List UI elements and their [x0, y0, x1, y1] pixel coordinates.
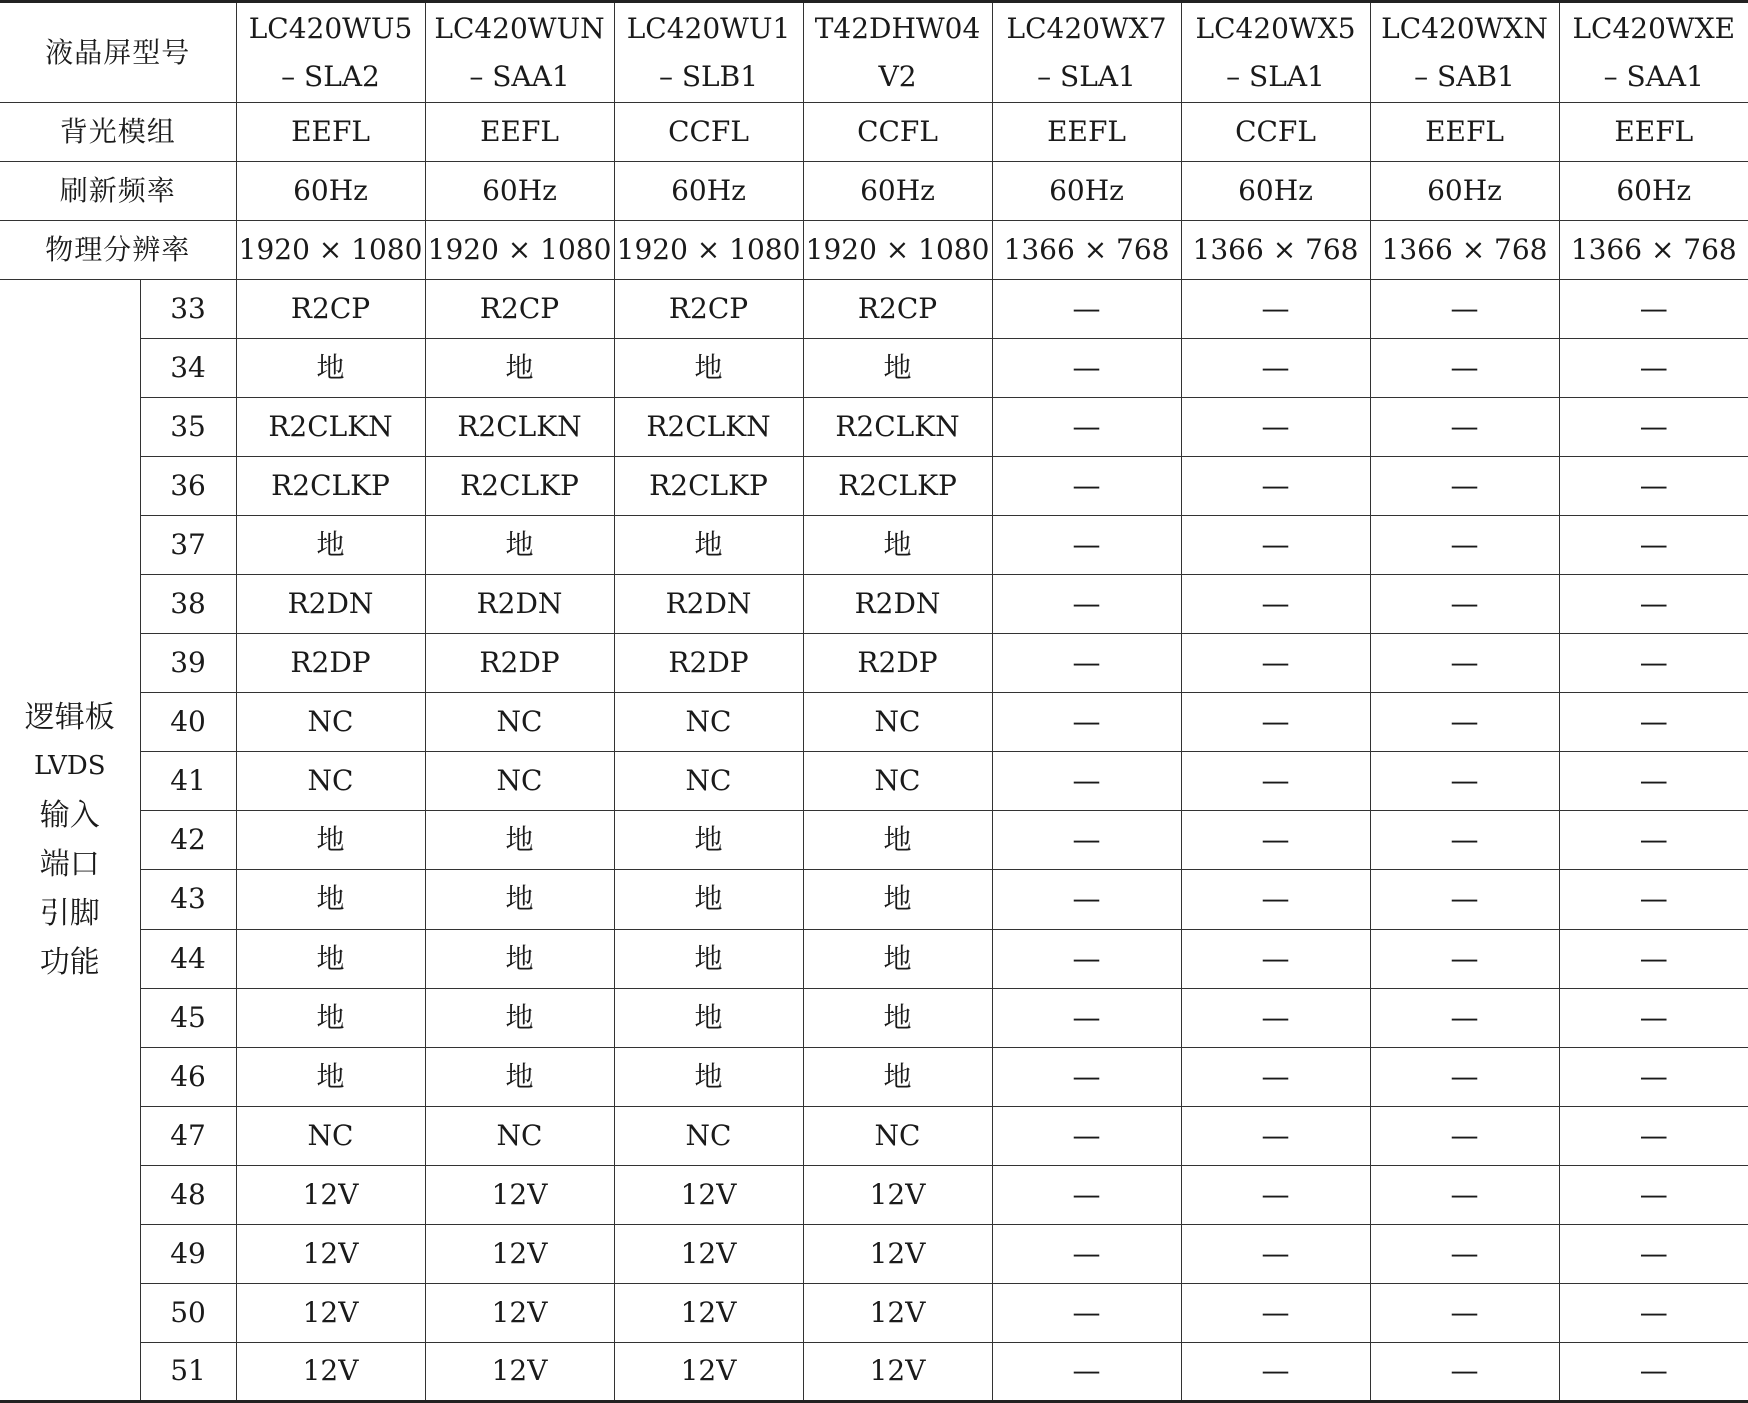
- spec-label-cell: 刷新频率: [0, 162, 236, 221]
- pin-function-cell: 地: [425, 516, 614, 575]
- pin-number-cell: 38: [140, 575, 236, 634]
- pin-function-cell: R2DN: [803, 575, 992, 634]
- pin-function-cell: R2CLKP: [803, 457, 992, 516]
- spec-value-cell: EEFL: [1370, 103, 1559, 162]
- pin-number-cell: 42: [140, 811, 236, 870]
- spec-value-cell: 1366 × 768: [1370, 221, 1559, 280]
- empty-dash-cell: —: [992, 1342, 1181, 1401]
- empty-dash-cell: —: [1370, 339, 1559, 398]
- spec-value-cell: CCFL: [803, 103, 992, 162]
- spec-value-cell: 1920 × 1080: [614, 221, 803, 280]
- pin-number-cell: 43: [140, 870, 236, 929]
- spec-value-cell: 1366 × 768: [992, 221, 1181, 280]
- empty-dash-cell: —: [1370, 1106, 1559, 1165]
- empty-dash-cell: —: [1559, 1342, 1748, 1401]
- empty-dash-cell: —: [1559, 575, 1748, 634]
- pin-function-cell: 地: [614, 870, 803, 929]
- empty-dash-cell: —: [1559, 1106, 1748, 1165]
- pin-function-cell: 地: [803, 1047, 992, 1106]
- spec-value-cell: 1366 × 768: [1559, 221, 1748, 280]
- empty-dash-cell: —: [1181, 1047, 1370, 1106]
- pin-function-cell: 12V: [425, 1283, 614, 1342]
- pin-function-cell: 地: [614, 339, 803, 398]
- pin-function-cell: 地: [803, 339, 992, 398]
- pin-function-cell: 12V: [236, 1165, 425, 1224]
- pin-function-cell: 地: [803, 870, 992, 929]
- empty-dash-cell: —: [1559, 870, 1748, 929]
- model-line-1: LC420WU1: [626, 11, 791, 45]
- empty-dash-cell: —: [1181, 280, 1370, 339]
- pin-function-cell: R2DP: [803, 634, 992, 693]
- model-label-cell: 液晶屏型号: [0, 2, 236, 103]
- pin-function-cell: R2DP: [614, 634, 803, 693]
- pin-number-cell: 51: [140, 1342, 236, 1401]
- pin-function-cell: NC: [236, 1106, 425, 1165]
- table-row: [0, 870, 1748, 929]
- spec-row: [0, 103, 1748, 162]
- pin-function-cell: 地: [425, 811, 614, 870]
- table-row: [0, 280, 1748, 339]
- model-cell: [1181, 2, 1370, 103]
- pin-number-cell: 45: [140, 988, 236, 1047]
- empty-dash-cell: —: [1370, 280, 1559, 339]
- pin-number-cell: 49: [140, 1224, 236, 1283]
- model-line-1: T42DHW04: [814, 11, 981, 45]
- pin-function-cell: 地: [236, 811, 425, 870]
- table-row: [0, 1165, 1748, 1224]
- empty-dash-cell: —: [992, 1224, 1181, 1283]
- empty-dash-cell: —: [1181, 870, 1370, 929]
- model-line-1: LC420WXN: [1381, 11, 1548, 45]
- empty-dash-cell: —: [992, 870, 1181, 929]
- spec-value-cell: 60Hz: [614, 162, 803, 221]
- table-row: [0, 516, 1748, 575]
- pin-function-cell: 地: [236, 870, 425, 929]
- pin-function-cell: 12V: [425, 1224, 614, 1283]
- pin-number-cell: 37: [140, 516, 236, 575]
- pin-function-cell: R2CP: [803, 280, 992, 339]
- empty-dash-cell: —: [1559, 1224, 1748, 1283]
- spec-value-cell: EEFL: [236, 103, 425, 162]
- section-label-cell: [0, 280, 140, 1402]
- empty-dash-cell: —: [1370, 575, 1559, 634]
- empty-dash-cell: —: [1181, 339, 1370, 398]
- table-row: [0, 339, 1748, 398]
- empty-dash-cell: —: [1370, 398, 1559, 457]
- pin-function-cell: 12V: [236, 1224, 425, 1283]
- section-label-line: 功能: [39, 945, 100, 981]
- empty-dash-cell: —: [1181, 929, 1370, 988]
- pin-number-cell: 39: [140, 634, 236, 693]
- pin-function-cell: R2DN: [236, 575, 425, 634]
- pin-function-cell: R2CP: [425, 280, 614, 339]
- pin-function-cell: NC: [614, 752, 803, 811]
- pin-function-cell: NC: [425, 752, 614, 811]
- empty-dash-cell: —: [992, 1106, 1181, 1165]
- pin-number-cell: 33: [140, 280, 236, 339]
- model-header-row: [0, 2, 1748, 103]
- pin-function-cell: 地: [614, 516, 803, 575]
- model-line-1: LC420WX7: [1006, 11, 1167, 45]
- section-label-line: 逻辑板: [24, 700, 115, 736]
- pin-function-cell: R2DP: [236, 634, 425, 693]
- empty-dash-cell: —: [1559, 457, 1748, 516]
- empty-dash-cell: —: [992, 634, 1181, 693]
- empty-dash-cell: —: [1181, 634, 1370, 693]
- model-cell: [1370, 2, 1559, 103]
- section-label-line: 端口: [39, 847, 100, 883]
- empty-dash-cell: —: [992, 575, 1181, 634]
- empty-dash-cell: —: [1181, 752, 1370, 811]
- pin-function-cell: 地: [236, 929, 425, 988]
- pin-function-cell: R2CLKP: [236, 457, 425, 516]
- pin-function-cell: R2CP: [236, 280, 425, 339]
- empty-dash-cell: —: [1181, 1342, 1370, 1401]
- pin-function-cell: NC: [425, 693, 614, 752]
- spec-value-cell: 1920 × 1080: [425, 221, 614, 280]
- pin-function-cell: 地: [614, 988, 803, 1047]
- pin-function-cell: 地: [803, 811, 992, 870]
- pin-function-cell: NC: [614, 1106, 803, 1165]
- model-line-1: LC420WU5: [248, 11, 413, 45]
- table-row: [0, 1283, 1748, 1342]
- pin-function-cell: 地: [425, 339, 614, 398]
- empty-dash-cell: —: [1370, 870, 1559, 929]
- pin-number-cell: 35: [140, 398, 236, 457]
- pin-number-cell: 50: [140, 1283, 236, 1342]
- pin-number-cell: 47: [140, 1106, 236, 1165]
- pin-function-cell: NC: [803, 693, 992, 752]
- empty-dash-cell: —: [1370, 929, 1559, 988]
- pin-function-cell: 12V: [614, 1165, 803, 1224]
- spec-row: [0, 162, 1748, 221]
- empty-dash-cell: —: [992, 1047, 1181, 1106]
- empty-dash-cell: —: [1181, 575, 1370, 634]
- empty-dash-cell: —: [1370, 1283, 1559, 1342]
- spec-value-cell: 60Hz: [236, 162, 425, 221]
- pin-number-cell: 48: [140, 1165, 236, 1224]
- pin-function-cell: R2DN: [425, 575, 614, 634]
- model-cell: [1559, 2, 1748, 103]
- section-label-line: LVDS: [33, 751, 106, 782]
- spec-row: [0, 221, 1748, 280]
- pin-function-cell: NC: [803, 752, 992, 811]
- empty-dash-cell: —: [992, 398, 1181, 457]
- empty-dash-cell: —: [992, 693, 1181, 752]
- model-line-2: – SAB1: [1414, 59, 1515, 93]
- empty-dash-cell: —: [992, 929, 1181, 988]
- empty-dash-cell: —: [1559, 1165, 1748, 1224]
- model-cell: [425, 2, 614, 103]
- empty-dash-cell: —: [1559, 280, 1748, 339]
- model-line-2: – SLB1: [658, 59, 759, 93]
- pin-function-cell: NC: [236, 752, 425, 811]
- section-label-line: 输入: [39, 798, 100, 834]
- pin-function-cell: 地: [425, 870, 614, 929]
- pin-number-cell: 36: [140, 457, 236, 516]
- pin-function-cell: 地: [236, 1047, 425, 1106]
- model-line-2: – SLA1: [1226, 59, 1325, 93]
- spec-value-cell: 1920 × 1080: [803, 221, 992, 280]
- pin-function-cell: 12V: [425, 1165, 614, 1224]
- pin-function-cell: 地: [803, 988, 992, 1047]
- pin-function-cell: 12V: [803, 1165, 992, 1224]
- spec-value-cell: 60Hz: [1181, 162, 1370, 221]
- table-row: [0, 693, 1748, 752]
- empty-dash-cell: —: [1370, 457, 1559, 516]
- model-line-2: – SLA2: [281, 59, 380, 93]
- spec-value-cell: 1366 × 768: [1181, 221, 1370, 280]
- spec-value-cell: EEFL: [1559, 103, 1748, 162]
- table-row: [0, 1047, 1748, 1106]
- table-row: [0, 988, 1748, 1047]
- empty-dash-cell: —: [1559, 929, 1748, 988]
- empty-dash-cell: —: [1559, 988, 1748, 1047]
- section-label-line: 引脚: [39, 896, 100, 932]
- table-row: [0, 1224, 1748, 1283]
- spec-value-cell: 60Hz: [803, 162, 992, 221]
- pin-function-cell: R2DN: [614, 575, 803, 634]
- pin-function-cell: 地: [614, 811, 803, 870]
- model-line-2: V2: [878, 59, 917, 93]
- empty-dash-cell: —: [1181, 988, 1370, 1047]
- model-line-2: – SAA1: [469, 59, 570, 93]
- empty-dash-cell: —: [1370, 634, 1559, 693]
- table-row: [0, 811, 1748, 870]
- empty-dash-cell: —: [992, 280, 1181, 339]
- table-row: [0, 1342, 1748, 1401]
- pin-function-cell: 地: [236, 339, 425, 398]
- empty-dash-cell: —: [1370, 1224, 1559, 1283]
- empty-dash-cell: —: [992, 752, 1181, 811]
- pin-function-cell: 12V: [236, 1283, 425, 1342]
- empty-dash-cell: —: [1181, 1106, 1370, 1165]
- model-line-1: LC420WX5: [1195, 11, 1356, 45]
- pin-number-cell: 41: [140, 752, 236, 811]
- empty-dash-cell: —: [1370, 1047, 1559, 1106]
- empty-dash-cell: —: [1181, 457, 1370, 516]
- empty-dash-cell: —: [1559, 811, 1748, 870]
- spec-value-cell: 60Hz: [1559, 162, 1748, 221]
- empty-dash-cell: —: [992, 339, 1181, 398]
- table-row: [0, 398, 1748, 457]
- empty-dash-cell: —: [1559, 339, 1748, 398]
- pin-function-cell: 12V: [614, 1283, 803, 1342]
- pin-function-cell: NC: [614, 693, 803, 752]
- empty-dash-cell: —: [1370, 693, 1559, 752]
- spec-value-cell: EEFL: [425, 103, 614, 162]
- empty-dash-cell: —: [992, 1283, 1181, 1342]
- table-body: [0, 2, 1748, 1402]
- pin-function-cell: R2CLKP: [425, 457, 614, 516]
- pin-function-cell: NC: [236, 693, 425, 752]
- pin-function-cell: 地: [425, 988, 614, 1047]
- pin-function-cell: 12V: [614, 1342, 803, 1401]
- empty-dash-cell: —: [1181, 1224, 1370, 1283]
- pin-function-cell: 12V: [425, 1342, 614, 1401]
- spec-value-cell: CCFL: [1181, 103, 1370, 162]
- empty-dash-cell: —: [1370, 811, 1559, 870]
- spec-value-cell: 60Hz: [1370, 162, 1559, 221]
- spec-value-cell: 60Hz: [425, 162, 614, 221]
- pin-function-cell: 地: [614, 929, 803, 988]
- empty-dash-cell: —: [1559, 752, 1748, 811]
- spec-value-cell: 1920 × 1080: [236, 221, 425, 280]
- empty-dash-cell: —: [1559, 693, 1748, 752]
- pin-function-cell: 12V: [803, 1224, 992, 1283]
- empty-dash-cell: —: [1559, 634, 1748, 693]
- table-row: [0, 929, 1748, 988]
- model-cell: [236, 2, 425, 103]
- empty-dash-cell: —: [992, 811, 1181, 870]
- pin-function-cell: 12V: [614, 1224, 803, 1283]
- pin-number-cell: 46: [140, 1047, 236, 1106]
- empty-dash-cell: —: [1559, 398, 1748, 457]
- empty-dash-cell: —: [1370, 752, 1559, 811]
- empty-dash-cell: —: [1559, 1283, 1748, 1342]
- empty-dash-cell: —: [1559, 1047, 1748, 1106]
- empty-dash-cell: —: [1370, 1342, 1559, 1401]
- table-row: [0, 457, 1748, 516]
- model-cell: [992, 2, 1181, 103]
- pin-function-cell: R2CP: [614, 280, 803, 339]
- empty-dash-cell: —: [1370, 516, 1559, 575]
- pin-function-cell: 地: [614, 1047, 803, 1106]
- spec-value-cell: EEFL: [992, 103, 1181, 162]
- spec-value-cell: CCFL: [614, 103, 803, 162]
- pin-function-cell: NC: [803, 1106, 992, 1165]
- empty-dash-cell: —: [1181, 516, 1370, 575]
- pin-function-cell: R2CLKN: [236, 398, 425, 457]
- pin-function-cell: 地: [236, 516, 425, 575]
- pin-function-cell: R2CLKN: [425, 398, 614, 457]
- pin-number-cell: 40: [140, 693, 236, 752]
- pin-function-cell: 地: [803, 516, 992, 575]
- pin-function-cell: 地: [425, 929, 614, 988]
- empty-dash-cell: —: [992, 457, 1181, 516]
- empty-dash-cell: —: [1181, 1283, 1370, 1342]
- pin-function-cell: 12V: [803, 1283, 992, 1342]
- empty-dash-cell: —: [1181, 398, 1370, 457]
- empty-dash-cell: —: [992, 516, 1181, 575]
- pin-function-cell: 地: [425, 1047, 614, 1106]
- empty-dash-cell: —: [1181, 1165, 1370, 1224]
- model-cell: [614, 2, 803, 103]
- pin-function-cell: R2CLKN: [614, 398, 803, 457]
- empty-dash-cell: —: [1181, 811, 1370, 870]
- model-line-1: LC420WXE: [1572, 11, 1736, 45]
- spec-value-cell: 60Hz: [992, 162, 1181, 221]
- pin-function-cell: R2CLKN: [803, 398, 992, 457]
- empty-dash-cell: —: [992, 988, 1181, 1047]
- table-row: [0, 1106, 1748, 1165]
- empty-dash-cell: —: [992, 1165, 1181, 1224]
- table-row: [0, 752, 1748, 811]
- empty-dash-cell: —: [1559, 516, 1748, 575]
- pin-function-cell: R2CLKP: [614, 457, 803, 516]
- spec-label-cell: 物理分辨率: [0, 221, 236, 280]
- pin-function-cell: 地: [236, 988, 425, 1047]
- empty-dash-cell: —: [1370, 988, 1559, 1047]
- empty-dash-cell: —: [1370, 1165, 1559, 1224]
- pin-function-cell: NC: [425, 1106, 614, 1165]
- pin-function-cell: 12V: [803, 1342, 992, 1401]
- model-line-2: – SLA1: [1037, 59, 1136, 93]
- table-row: [0, 634, 1748, 693]
- model-line-2: – SAA1: [1603, 59, 1704, 93]
- pin-function-cell: 12V: [236, 1342, 425, 1401]
- pin-number-cell: 44: [140, 929, 236, 988]
- pin-function-cell: R2DP: [425, 634, 614, 693]
- spec-label-cell: 背光模组: [0, 103, 236, 162]
- pin-function-cell: 地: [803, 929, 992, 988]
- model-line-1: LC420WUN: [434, 11, 605, 45]
- table-row: [0, 575, 1748, 634]
- pin-number-cell: 34: [140, 339, 236, 398]
- empty-dash-cell: —: [1181, 693, 1370, 752]
- model-cell: [803, 2, 992, 103]
